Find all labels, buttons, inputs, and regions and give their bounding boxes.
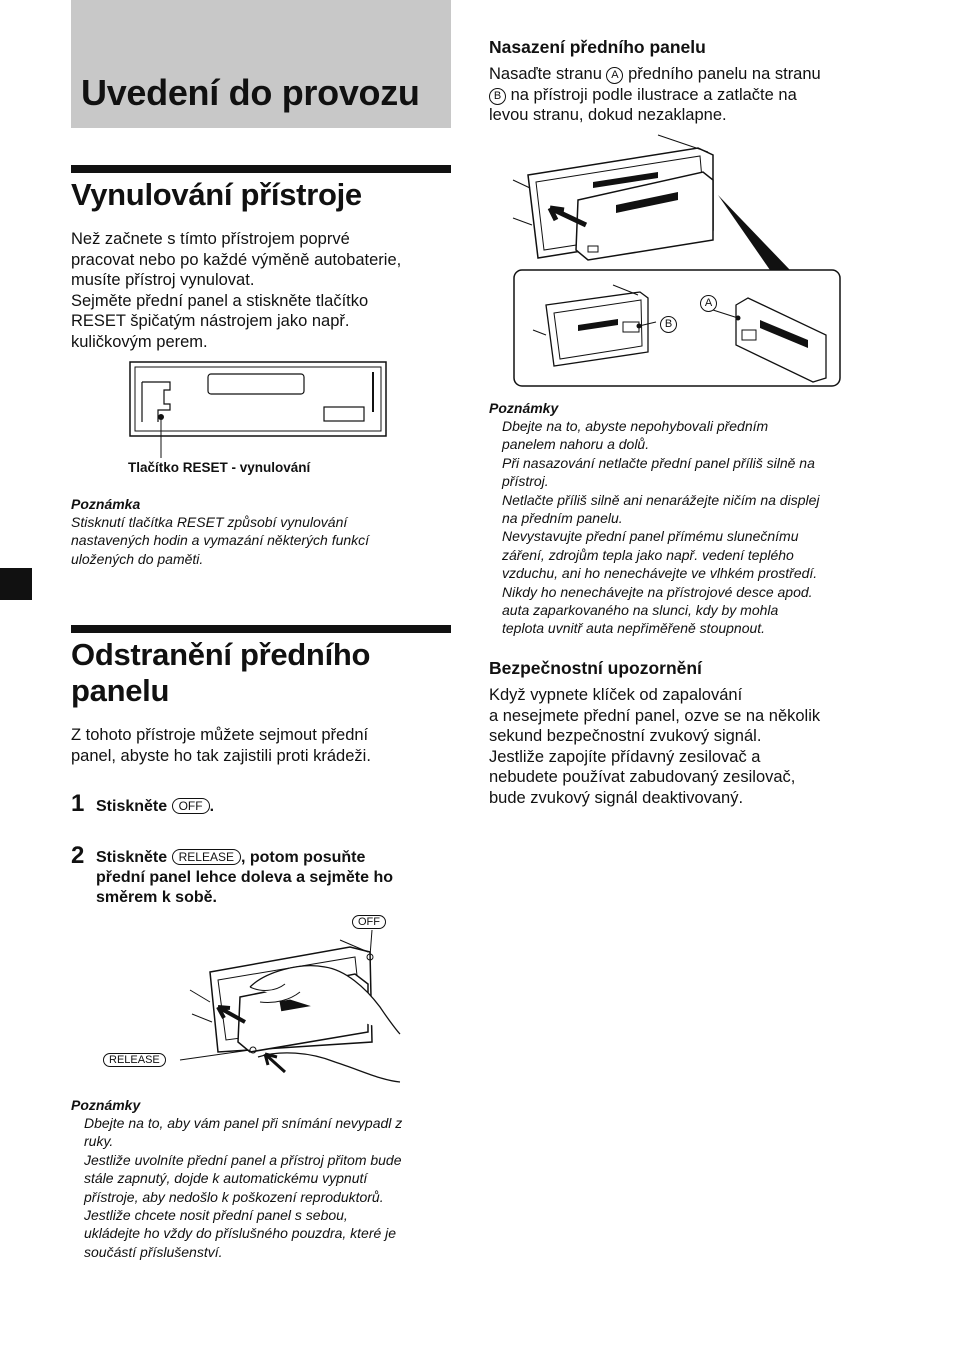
- safety-body-line: sekund bezpečnostní zvukový signál.: [489, 727, 762, 745]
- safety-body-line: bude zvukový signál deaktivovaný.: [489, 788, 744, 807]
- step-number: 1: [71, 790, 85, 817]
- attach-text: levou stranu, dokud nezaklapne.: [489, 106, 727, 124]
- reset-body-line: Než začnete s tímto přístrojem poprvé: [71, 230, 350, 248]
- step-number: 2: [71, 842, 85, 869]
- step-text: .: [209, 798, 215, 815]
- reset-body-line: Sejměte přední panel a stiskněte tlačítko: [71, 291, 369, 310]
- note-line: Nevystavujte přední panel přímému slunečnímu: [502, 528, 799, 545]
- note-line: Stisknutí tlačítka RESET způsobí vynulování: [71, 514, 348, 530]
- attach-panel-figure: [508, 130, 848, 392]
- reset-figure: [128, 360, 390, 460]
- reset-body-line: kuličkovým perem.: [71, 332, 208, 351]
- page-title: Uvedení do provozu: [81, 72, 420, 113]
- section-tab-marker: [0, 568, 32, 600]
- note-line: Nikdy ho nenechávejte na přístrojové desce apod.: [502, 583, 813, 600]
- attach-body: [489, 64, 889, 126]
- note-line: Dbejte na to, abyste nepohybovali předním: [502, 418, 769, 434]
- note-line: přístroj.: [502, 473, 549, 490]
- off-button-symbol: OFF: [172, 798, 210, 814]
- reset-body: [71, 229, 451, 352]
- reset-figure-caption: Tlačítko RESET - vynulování: [128, 460, 311, 475]
- reset-body-line: RESET špičatým nástrojem jako např.: [71, 312, 350, 330]
- section-rule: [71, 165, 451, 173]
- remove-heading: [71, 637, 370, 709]
- section-rule: [71, 625, 451, 633]
- step-text: Stiskněte: [96, 849, 168, 866]
- safety-body-line: Když vypnete klíček od zapalování: [489, 686, 743, 704]
- figure-mark-b-icon: B: [660, 316, 677, 333]
- step-text: přední panel lehce doleva a sejměte ho: [96, 869, 393, 886]
- reset-body-line: musíte přístroj vynulovat.: [71, 271, 255, 289]
- note-line: součástí příslušenství.: [84, 1243, 223, 1260]
- remove-notes-heading: Poznámky: [71, 1097, 141, 1113]
- remove-body-line: Z tohoto přístroje můžete sejmout přední: [71, 726, 369, 744]
- reset-body-line: pracovat nebo po každé výměně autobaterie,: [71, 250, 402, 269]
- title-banner: [71, 0, 451, 128]
- release-button-symbol: RELEASE: [172, 849, 241, 865]
- safety-heading: Bezpečnostní upozornění: [489, 658, 702, 678]
- safety-body: [489, 685, 889, 808]
- step-text: , potom posuňte: [240, 849, 366, 866]
- attach-text: na přístroji podle ilustrace a zatlačte na: [510, 85, 797, 104]
- step-text: Stiskněte: [96, 798, 168, 815]
- note-line: Dbejte na to, aby vám panel při snímání nevypadl z: [84, 1115, 403, 1131]
- note-line: teplota uvnitř auta nepřiměřeně stoupnout.: [502, 620, 766, 637]
- note-line: Jestliže chcete nosit přední panel s sebou,: [84, 1207, 348, 1224]
- step-text: směrem k sobě.: [96, 889, 217, 906]
- note-line: ruky.: [84, 1133, 114, 1150]
- attach-heading: Nasazení předního panelu: [489, 37, 706, 57]
- safety-body-line: a nesejmete přední panel, ozve se na několik: [489, 706, 821, 725]
- reset-note-heading: Poznámka: [71, 496, 141, 512]
- note-line: uložených do paměti.: [71, 550, 204, 567]
- release-label: RELEASE: [103, 1053, 166, 1067]
- note-line: Při nasazování netlačte přední panel příliš silně na: [502, 454, 815, 471]
- note-line: vzduchu, ani ho nenechávejte ve vlhkém prostředí.: [502, 565, 818, 582]
- reset-note: [71, 513, 451, 568]
- step-1-text: [96, 797, 214, 817]
- remove-heading-line: Odstranění předního: [71, 637, 371, 672]
- figure-mark-a-icon: A: [700, 295, 717, 312]
- remove-heading-line: panelu: [71, 673, 170, 708]
- note-line: panelem nahoru a dolů.: [502, 436, 650, 453]
- safety-body-line: nebudete používat zabudovaný zesilovač,: [489, 768, 796, 786]
- attach-notes: [489, 417, 892, 638]
- remove-body: [71, 725, 451, 766]
- step-2-text: [96, 848, 456, 908]
- note-line: stále zapnutý, dojde k automatickému vypnutí: [84, 1170, 368, 1187]
- reset-heading: Vynulování přístroje: [71, 177, 362, 212]
- attach-text: předního panelu na stranu: [628, 65, 821, 83]
- off-label: OFF: [352, 915, 386, 929]
- attach-notes-heading: Poznámky: [489, 400, 559, 416]
- mark-a-icon: A: [606, 67, 623, 84]
- note-line: ukládejte ho vždy do příslušného pouzdra, které je: [84, 1225, 397, 1242]
- note-line: na předním panelu.: [502, 510, 623, 527]
- remove-notes: [71, 1114, 469, 1261]
- attach-text: Nasaďte stranu: [489, 65, 602, 83]
- note-line: přístroje, aby nedošlo k poškození reproduktorů.: [84, 1188, 384, 1205]
- mark-b-icon: B: [489, 88, 506, 105]
- note-line: Jestliže uvolníte přední panel a přístroj přitom bude: [84, 1151, 402, 1168]
- note-line: auta zaparkovaného na slunci, kdy by mohla: [502, 602, 779, 619]
- note-line: Netlačte příliš silně ani nenarážejte ničím na displej: [502, 491, 820, 508]
- note-line: záření, zdrojům tepla jako např. vedení teplého: [502, 546, 794, 563]
- remove-body-line: panel, abyste ho tak zajistili proti krádeži.: [71, 746, 371, 765]
- safety-body-line: Jestliže zapojíte přídavný zesilovač a: [489, 747, 761, 766]
- note-line: nastavených hodin a vymazání některých funkcí: [71, 532, 370, 549]
